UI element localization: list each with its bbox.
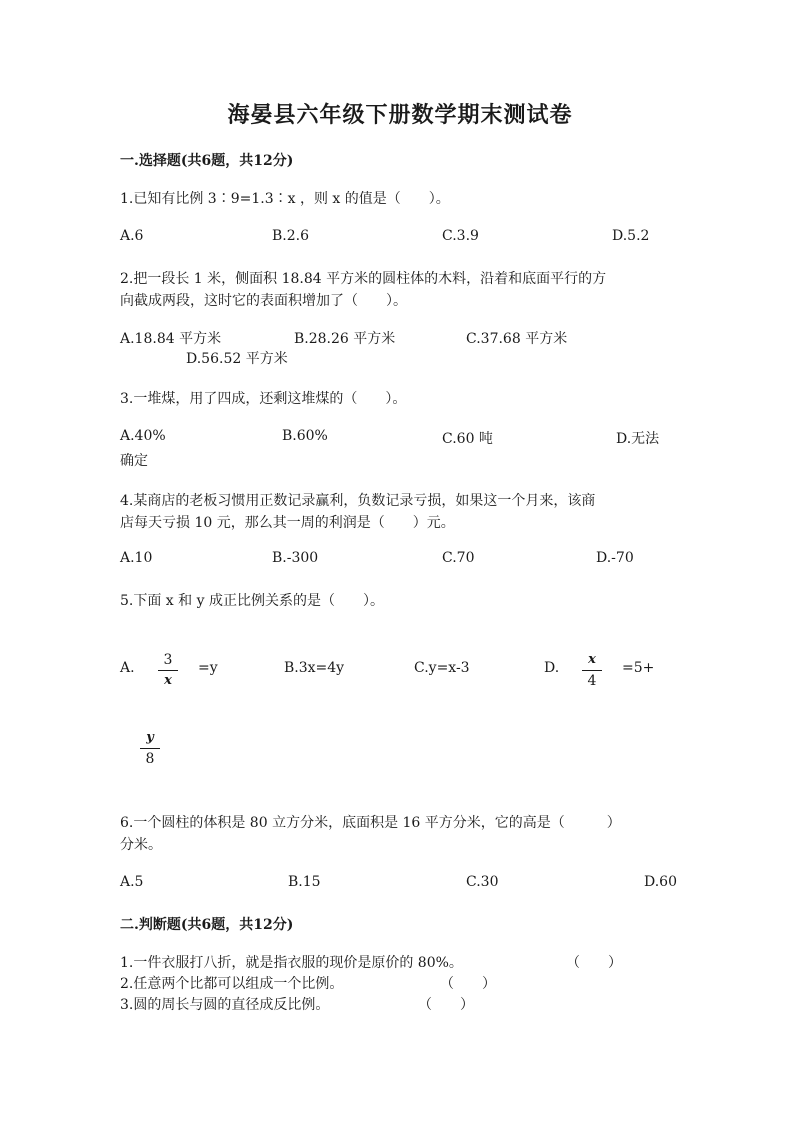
q2-option-c: C.37.68 平方米	[466, 331, 568, 347]
q6-option-c: C.30	[466, 874, 499, 890]
q4-option-d: D.-70	[596, 550, 634, 566]
q5-a-numerator: 3	[163, 652, 173, 668]
q5-d2-denominator: 8	[145, 751, 155, 767]
question-3	[120, 388, 680, 410]
q5-d2-numerator: y	[146, 730, 154, 745]
q4-option-a: A.10	[120, 550, 153, 566]
question-2	[120, 268, 680, 312]
q5-option-a-fraction	[158, 652, 178, 689]
question-4	[120, 490, 680, 534]
q1-option-d: D.5.2	[612, 228, 650, 244]
q5-d-numerator: x	[588, 652, 596, 667]
q5-a-denominator: x	[164, 673, 172, 688]
q3-option-a: A.40%	[120, 428, 166, 444]
question-6-line-1: 6.一个圆柱的体积是 80 立方分米，底面积是 16 平方分米，它的高是（ ）	[120, 815, 621, 831]
q6-option-d: D.60	[644, 874, 677, 890]
q5-option-d-label: D.	[544, 660, 560, 676]
q4-option-c: C.70	[442, 550, 475, 566]
fraction-bar	[140, 748, 160, 749]
q5-option-d-fraction	[582, 652, 602, 689]
q3-option-d-wrap: 确定	[120, 453, 148, 469]
q3-option-b: B.60%	[282, 428, 328, 444]
q5-option-d-fraction-2	[140, 730, 160, 767]
question-6	[120, 812, 680, 856]
q4-option-b: B.-300	[272, 550, 319, 566]
judgement-answer-3: （ ）	[418, 997, 474, 1013]
question-1-stem: 1.已知有比例 3∶9=1.3∶x ，则 x 的值是（ ）。	[120, 191, 450, 207]
q3-option-c: C.60 吨	[442, 431, 493, 447]
question-3-stem: 3.一堆煤，用了四成，还剩这堆煤的（ ）。	[120, 391, 407, 407]
q2-option-d: D.56.52 平方米	[186, 351, 288, 367]
q5-option-d-tail: =5+	[622, 660, 655, 676]
question-5	[120, 590, 680, 612]
q6-option-a: A.5	[120, 874, 144, 890]
fraction-bar	[582, 670, 602, 671]
q1-option-a: A.6	[120, 228, 144, 244]
q1-option-c: C.3.9	[442, 228, 479, 244]
judgement-item-1: 1.一件衣服打八折，就是指衣服的现价是原价的 80%。	[120, 955, 463, 971]
page-title: 海晏县六年级下册数学期末测试卷	[227, 102, 573, 128]
q5-option-a-label: A.	[120, 660, 135, 676]
q6-option-b: B.15	[288, 874, 321, 890]
question-2-line-1: 2.把一段长 1 米，侧面积 18.84 平方米的圆柱体的木料，沿着和底面平行的方	[120, 271, 607, 287]
section-heading-judgement: 二.判断题(共6题，共12分)	[120, 917, 294, 933]
q5-d-denominator: 4	[587, 673, 597, 689]
judgement-item-3: 3.圆的周长与圆的直径成反比例。	[120, 997, 330, 1013]
fraction-bar	[158, 670, 178, 671]
q5-option-a-tail: =y	[198, 660, 218, 676]
question-4-line-2: 店每天亏损 10 元，那么其一周的利润是（ ）元。	[120, 515, 455, 531]
question-2-line-2: 向截成两段，这时它的表面积增加了（ ）。	[120, 293, 407, 309]
question-4-line-1: 4.某商店的老板习惯用正数记录赢利，负数记录亏损，如果这一个月来，该商	[120, 493, 596, 509]
judgement-answer-2: （ ）	[440, 976, 496, 992]
question-5-stem: 5.下面 x 和 y 成正比例关系的是（ ）。	[120, 593, 384, 609]
section-heading-choice: 一.选择题(共6题，共12分)	[120, 153, 294, 169]
q1-option-b: B.2.6	[272, 228, 310, 244]
q2-option-b: B.28.26 平方米	[294, 331, 396, 347]
judgement-item-2: 2.任意两个比都可以组成一个比例。	[120, 976, 344, 992]
judgement-answer-1: （ ）	[566, 955, 622, 971]
q2-option-a: A.18.84 平方米	[120, 331, 222, 347]
q5-option-b: B.3x=4y	[284, 660, 345, 676]
q3-option-d: D.无法	[616, 431, 660, 447]
question-1	[120, 188, 680, 210]
question-6-line-2: 分米。	[120, 837, 162, 853]
q5-option-c: C.y=x-3	[414, 660, 470, 676]
